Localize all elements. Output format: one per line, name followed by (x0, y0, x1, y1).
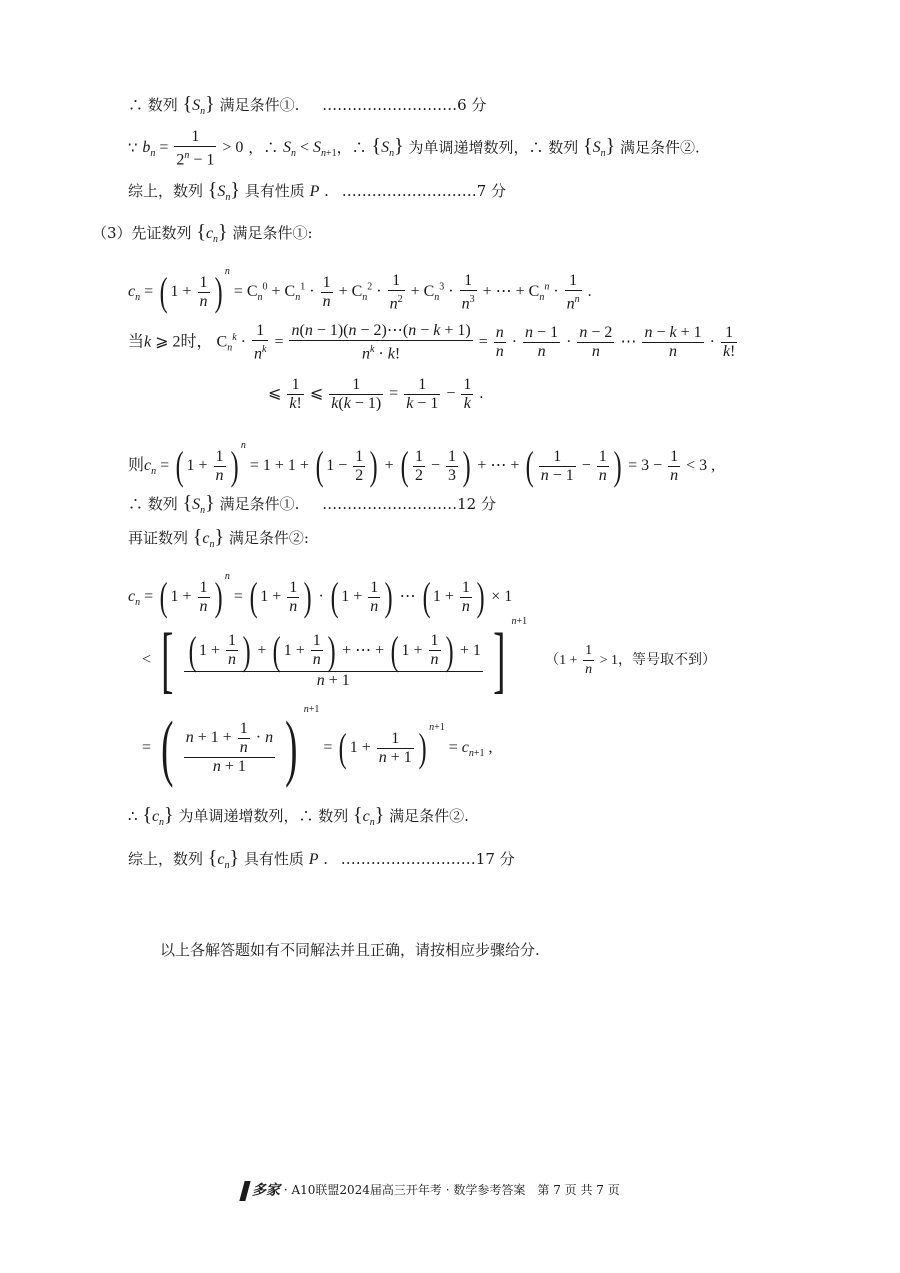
score: ………………………7 分 (341, 182, 506, 200)
closing-note: 以上各解答题如有不同解法并且正确，请按相应步骤给分. (160, 941, 540, 959)
line-9: ∴ 数列 $\{S_n\}$ 满足条件①. ………………………12 分 (128, 492, 496, 517)
formula-amgm: < [ ( 1 + $\frac{1}{n}$ ) + ( 1 + $\frac{1}{n}$ ) + ⋯ + ( 1 + $\frac{1}{n}$ ) + 1 n + 1 ] $^{n+1}$ （1 + $\frac{1}{n}$ > 1，等号取不到） (142, 616, 716, 702)
line-3: 综上，数列 $\{S_n\}$ 具有性质 P . ………………………7 分 (128, 179, 506, 204)
formula-sum: 则$c_n$ = ( 1 + $\frac{1}{n}$ ) $^n$ = 1 + 1 + ( 1 − $\frac{1}{2}$ ) + ( $\frac{1}{2}$ − $\frac{1}{3}$ ) + ⋯ + ( $\frac{1}{n - 1}$ − $\frac{1}{n}$ ) = 3 − $\frac{1}{n}$ < 3 , (128, 440, 716, 489)
footer-text: · A10联盟2024届高三开年考 · 数学参考答案 第 7 页 共 7 页 (283, 1183, 620, 1197)
formula-term: 当k ⩾ 2时， $C_n^k$ · $\frac{1}{n^k}$ = $\frac{n(n - 1)(n - 2)\cdots(n - k + 1)}{n^k \cdot k!}$ = $\frac{n}{n}$ · $\frac{n - 1}{n}$ · $\frac{n - 2}{n}$ ⋯ $\frac{n - k + 1}{n}$ · $\frac{1}{k!}$ (128, 322, 736, 363)
text: 具有性质 (244, 182, 305, 200)
text: （ (545, 653, 560, 668)
text: 为单调递增数列，∴ 数列 (178, 807, 349, 825)
text: 时， (180, 333, 213, 351)
text: 满足条件①. (219, 495, 300, 513)
line-14: ∴ $\{c_n\}$ 为单调递增数列，∴ 数列 $\{c_n\}$ 满足条件②. (128, 804, 469, 829)
formula-product: $c_n$ = ( 1 + $\frac{1}{n}$ ) $^n$ = ( 1 + $\frac{1}{n}$ ) · ( 1 + $\frac{1}{n}$ ) ⋯ ( 1 + $\frac{1}{n}$ ) × 1 (128, 571, 513, 620)
text: ∴ (128, 807, 138, 825)
line-2: ∵ $b_n$ = $\frac{1}{2^n - 1}$ > 0 ，∴ $S_n < S_{n+1}$，∴ $\{S_n\}$ 为单调递增数列，∴ 数列 $\{S_n\}$ 满足条件②. (128, 128, 700, 169)
text: 具有性质 (243, 850, 304, 868)
logo-icon (239, 1181, 250, 1201)
score: ………………………17 分 (340, 850, 515, 868)
text: ∴ 数列 (128, 495, 178, 513)
text: ∴ 数列 (128, 96, 178, 114)
score: ………………………12 分 (322, 495, 496, 513)
text: 综上，数列 (128, 850, 204, 868)
text: 满足条件②. (389, 807, 469, 825)
text: 满足条件②. (620, 138, 700, 157)
footer (242, 1180, 620, 1201)
text: ，等号取不到） (617, 653, 716, 668)
formula-result: = ( n + 1 + $\frac{1}{n}$ · n n + 1 ) $^{n+1}$ = ( 1 + $\frac{1}{n + 1}$ ) $^{n+1} = c_{n+1}$ , (142, 704, 493, 790)
formula-expansion: $c_n$ = ( 1 + $\frac{1}{n}$ ) $^n = C_n^0 + C_n^1$ · $\frac{1}{n}$ + $C_n^2$ · $\frac{1}{n^2}$ + $C_n^3$ · $\frac{1}{n^3}$ + ⋯ + $C_n^n$ · $\frac{1}{n^n}$ . (128, 266, 592, 315)
score: ………………………6 分 (322, 96, 487, 114)
text: 满足条件①. (219, 96, 300, 114)
text: ∵ (128, 138, 138, 157)
text: 为单调递增数列，∴ 数列 (408, 138, 579, 157)
text: 再证数列 (128, 529, 189, 547)
text: 满足条件①: (232, 224, 313, 242)
text: 则 (128, 457, 145, 474)
text: 综上，数列 (128, 182, 204, 200)
text: 当 (128, 333, 145, 351)
line-10: 再证数列 $\{c_n\}$ 满足条件②: (128, 526, 309, 551)
line-15: 综上，数列 $\{c_n\}$ 具有性质 P . ………………………17 分 (128, 847, 515, 872)
text: 满足条件②: (228, 529, 309, 547)
text: （3）先证数列 (92, 224, 192, 242)
line-1: ∴ 数列 $\{S_n\}$ 满足条件①. ………………………6 分 (128, 93, 487, 118)
text: ，∴ (248, 138, 279, 157)
line-4: （3）先证数列 $\{c_n\}$ 满足条件①: (92, 221, 313, 246)
formula-bound: ⩽ $\frac{1}{k!}$ ⩽ $\frac{1}{k(k - 1)}$ = $\frac{1}{k - 1}$ − $\frac{1}{k}$ . (268, 376, 484, 412)
footer-logo: 多家 (252, 1182, 280, 1199)
